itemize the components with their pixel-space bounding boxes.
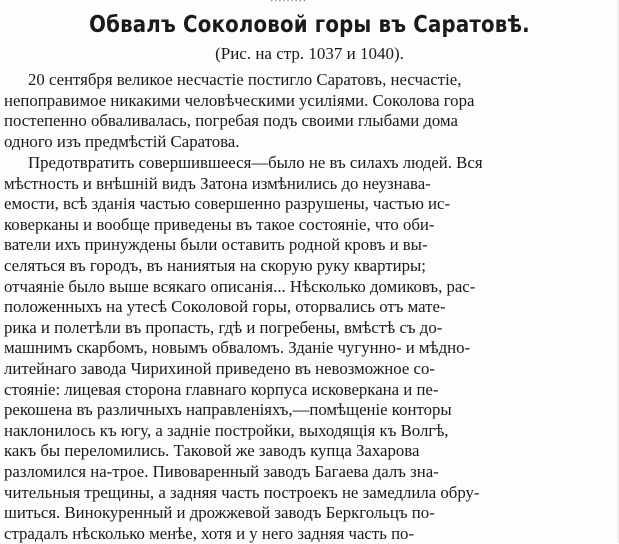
text-line: коверканы и вообще приведены въ такое состояніе, что оби- (4, 214, 435, 234)
text-line: чительныя трещины, а задняя часть построекъ не замедлила обру- (4, 482, 480, 502)
text-line: емости, всѣ зданія частью совершенно разрушены, частью ис- (4, 194, 451, 214)
article-title: Обвалъ Соколовой горы въ Саратовѣ. (89, 12, 530, 38)
text-line: шиться. Винокуренный и дрожжевой заводъ Беркгольцъ по- (4, 503, 435, 523)
article-subtitle: (Рис. на стр. 1037 и 1040). (215, 44, 404, 63)
cropped-header-text (270, 0, 360, 4)
text-line: стояніе: лицевая сторона главнаго корпуса исковеркана и пе- (4, 379, 439, 399)
text-line: мѣстность и внѣшній видъ Затона измѣнились до неузнава- (4, 173, 431, 193)
text-line: рика и полетѣли въ пропасть, гдѣ и погребены, вмѣстѣ съ до- (4, 317, 443, 337)
text-line: машнимъ скарбомъ, новымъ обваломъ. Зданіе чугунно- и мѣдно- (4, 338, 471, 358)
text-line: Предотвратить совершившееся—было не въ силахъ людей. Вся (28, 153, 483, 172)
paragraph-1 (4, 70, 612, 152)
text-line: рекошена въ различныхъ направленіяхъ,—помѣщеніе конторы (4, 400, 452, 420)
text-line: постепенно обваливалась, погребая подъ своими глыбами дома (4, 111, 458, 131)
text-line: наклонилось къ югу, а задніе постройки, выходящія къ Волгѣ, (4, 420, 449, 440)
text-line: литейнаго завода Чирихиной приведено въ невозможное со- (4, 358, 435, 378)
text-line: 20 сентября великое несчастіе постигло Саратовъ, несчастіе, (28, 70, 462, 89)
text-line: страдалъ нѣсколько менѣе, хотя и у него задняя часть по- (4, 523, 415, 543)
text-line: положенныхъ на утесѣ Соколовой горы, оторвались отъ мате- (4, 297, 446, 317)
text-line: непоправимое никакими человѣческими усиліями. Соколова гора (4, 90, 475, 110)
text-line: селяться въ городъ, въ наниятыя на скорую руку квартиры; (4, 255, 426, 275)
text-line: ватели ихъ принуждены были оставить родной кровъ и вы- (4, 235, 428, 255)
text-line: какъ бы переломились. Таковой же заводъ купца Захарова (4, 441, 420, 461)
text-line: одного изъ предмѣстій Саратова. (4, 131, 240, 151)
paragraph-2 (4, 153, 612, 544)
text-line: разломился на-трое. Пивоваренный заводъ Багаева далъ зна- (4, 461, 439, 481)
text-line: отчаяніе было выше всякаго описанія... Нѣсколько домиковъ, рас- (4, 276, 476, 296)
